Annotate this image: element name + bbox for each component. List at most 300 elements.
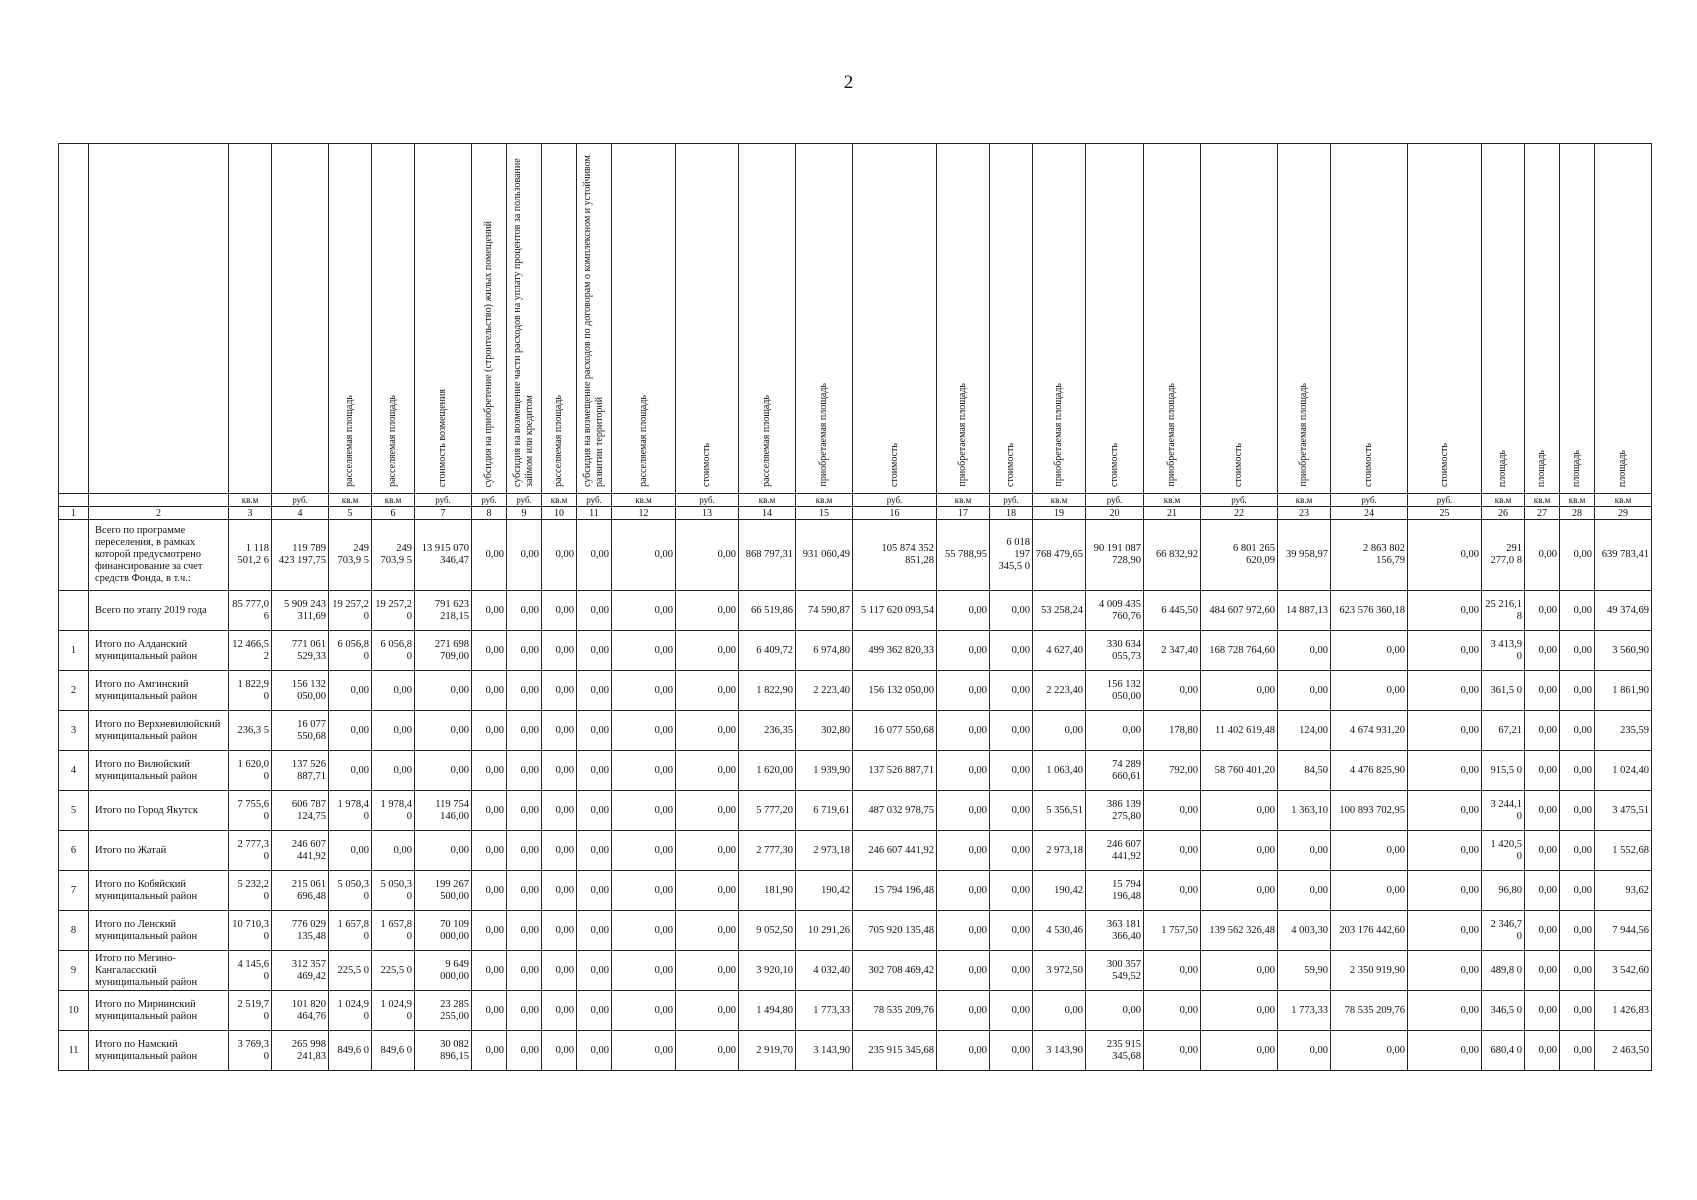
column-number-cell: 3: [229, 507, 272, 520]
value-cell: 291 277,0 8: [1482, 520, 1525, 591]
column-header: [415, 144, 472, 494]
value-cell: 0,00: [329, 751, 372, 791]
value-cell: 1 773,33: [1278, 991, 1331, 1031]
value-cell: 0,00: [612, 951, 676, 991]
table-row: [59, 751, 1652, 791]
column-number-cell: 26: [1482, 507, 1525, 520]
value-cell: 168 728 764,60: [1201, 631, 1278, 671]
column-number-cell: 18: [990, 507, 1033, 520]
value-cell: 0,00: [612, 591, 676, 631]
column-header-label: расселяемая площадь: [553, 395, 564, 487]
column-number-cell: 12: [612, 507, 676, 520]
value-cell: 2 863 802 156,79: [1331, 520, 1408, 591]
value-cell: 49 374,69: [1595, 591, 1652, 631]
column-number-cell: 5: [329, 507, 372, 520]
value-cell: 13 915 070 346,47: [415, 520, 472, 591]
value-cell: 3 542,60: [1595, 951, 1652, 991]
value-cell: 59,90: [1278, 951, 1331, 991]
value-cell: 2 223,40: [1033, 671, 1086, 711]
value-cell: 0,00: [990, 911, 1033, 951]
row-name-cell: Итого по Амгинский муниципальный район: [89, 671, 229, 711]
value-cell: 39 958,97: [1278, 520, 1331, 591]
value-cell: 1 620,00: [739, 751, 796, 791]
value-cell: 0,00: [472, 911, 507, 951]
value-cell: 1 822,9 0: [229, 671, 272, 711]
value-cell: 1 773,33: [796, 991, 853, 1031]
column-number-cell: 11: [577, 507, 612, 520]
value-cell: 3 769,3 0: [229, 1031, 272, 1071]
value-cell: 74 289 660,61: [1086, 751, 1144, 791]
value-cell: 249 703,9 5: [372, 520, 415, 591]
value-cell: 0,00: [507, 951, 542, 991]
row-number-cell: 4: [59, 751, 89, 791]
value-cell: 0,00: [1144, 871, 1201, 911]
value-cell: 0,00: [577, 831, 612, 871]
column-number-cell: 21: [1144, 507, 1201, 520]
value-cell: 5 777,20: [739, 791, 796, 831]
column-number-cell: 6: [372, 507, 415, 520]
column-header-label: стоимость: [888, 443, 900, 487]
column-header-label: площадь: [1617, 449, 1628, 487]
value-cell: 235 915 345,68: [1086, 1031, 1144, 1071]
value-cell: 0,00: [937, 831, 990, 871]
value-cell: 3 244,1 0: [1482, 791, 1525, 831]
value-cell: 0,00: [990, 591, 1033, 631]
value-cell: 5 356,51: [1033, 791, 1086, 831]
value-cell: 0,00: [1201, 991, 1278, 1031]
column-number-cell: 23: [1278, 507, 1331, 520]
value-cell: 246 607 441,92: [272, 831, 329, 871]
value-cell: 868 797,31: [739, 520, 796, 591]
value-cell: 0,00: [1144, 1031, 1201, 1071]
value-cell: 0,00: [542, 751, 577, 791]
value-cell: 0,00: [542, 911, 577, 951]
value-cell: 7 755,6 0: [229, 791, 272, 831]
row-name-cell: Итого по Ленский муниципальный район: [89, 911, 229, 951]
value-cell: 67,21: [1482, 711, 1525, 751]
value-cell: 0,00: [472, 991, 507, 1031]
unit-cell: [89, 494, 229, 507]
value-cell: 4 009 435 760,76: [1086, 591, 1144, 631]
value-cell: 100 893 702,95: [1331, 791, 1408, 831]
value-cell: 4 627,40: [1033, 631, 1086, 671]
value-cell: 0,00: [1278, 671, 1331, 711]
value-cell: 4 530,46: [1033, 911, 1086, 951]
column-header-label: субсидия на приобретение (строительство) жилых помещений: [483, 220, 494, 487]
value-cell: 0,00: [1560, 791, 1595, 831]
value-cell: 0,00: [612, 711, 676, 751]
column-header: [1144, 144, 1201, 494]
value-cell: 0,00: [542, 1031, 577, 1071]
value-cell: 0,00: [990, 951, 1033, 991]
value-cell: 0,00: [507, 591, 542, 631]
value-cell: 0,00: [1408, 631, 1482, 671]
value-cell: 10 291,26: [796, 911, 853, 951]
value-cell: 0,00: [1560, 951, 1595, 991]
value-cell: 0,00: [676, 591, 739, 631]
value-cell: 0,00: [612, 991, 676, 1031]
value-cell: 6 018 197 345,5 0: [990, 520, 1033, 591]
value-cell: 4 032,40: [796, 951, 853, 991]
value-cell: 16 077 550,68: [272, 711, 329, 751]
value-cell: 15 794 196,48: [853, 871, 937, 911]
unit-cell: кв.м: [739, 494, 796, 507]
value-cell: 0,00: [990, 671, 1033, 711]
value-cell: 78 535 209,76: [1331, 991, 1408, 1031]
unit-cell: руб.: [1331, 494, 1408, 507]
value-cell: 0,00: [415, 671, 472, 711]
value-cell: 6 056,8 0: [329, 631, 372, 671]
value-cell: 1 024,40: [1595, 751, 1652, 791]
value-cell: 0,00: [937, 751, 990, 791]
value-cell: 0,00: [937, 711, 990, 751]
value-cell: 0,00: [1525, 751, 1560, 791]
unit-cell: руб.: [676, 494, 739, 507]
value-cell: 3 475,51: [1595, 791, 1652, 831]
value-cell: 0,00: [612, 751, 676, 791]
value-cell: 0,00: [1560, 591, 1595, 631]
value-cell: 4 003,30: [1278, 911, 1331, 951]
table-row: [59, 791, 1652, 831]
value-cell: 0,00: [577, 871, 612, 911]
value-cell: 0,00: [372, 751, 415, 791]
column-number-cell: 10: [542, 507, 577, 520]
value-cell: 203 176 442,60: [1331, 911, 1408, 951]
value-cell: 4 145,6 0: [229, 951, 272, 991]
value-cell: 0,00: [577, 951, 612, 991]
value-cell: 0,00: [329, 831, 372, 871]
column-header-label: расселяемая площадь: [761, 395, 772, 487]
table-row: [59, 831, 1652, 871]
column-header-label: расселяемая площадь: [637, 395, 649, 487]
unit-cell: кв.м: [229, 494, 272, 507]
value-cell: 639 783,41: [1595, 520, 1652, 591]
value-cell: 0,00: [676, 951, 739, 991]
value-cell: 346,5 0: [1482, 991, 1525, 1031]
value-cell: 0,00: [1408, 951, 1482, 991]
value-cell: 2 919,70: [739, 1031, 796, 1071]
value-cell: 0,00: [542, 951, 577, 991]
unit-cell: руб.: [472, 494, 507, 507]
table-row: [59, 671, 1652, 711]
value-cell: 771 061 529,33: [272, 631, 329, 671]
value-cell: 623 576 360,18: [1331, 591, 1408, 631]
value-cell: 5 117 620 093,54: [853, 591, 937, 631]
value-cell: 489,8 0: [1482, 951, 1525, 991]
value-cell: 0,00: [472, 1031, 507, 1071]
column-header: [372, 144, 415, 494]
value-cell: 0,00: [1278, 631, 1331, 671]
value-cell: 0,00: [1086, 711, 1144, 751]
value-cell: 2 973,18: [1033, 831, 1086, 871]
value-cell: 4 674 931,20: [1331, 711, 1408, 751]
value-cell: 6 974,80: [796, 631, 853, 671]
value-cell: 0,00: [1408, 1031, 1482, 1071]
value-cell: 84,50: [1278, 751, 1331, 791]
row-number-cell: 3: [59, 711, 89, 751]
value-cell: 0,00: [329, 671, 372, 711]
value-cell: 5 050,3 0: [372, 871, 415, 911]
value-cell: 0,00: [1408, 871, 1482, 911]
column-header-label: стоимость: [1363, 443, 1374, 487]
value-cell: 0,00: [1525, 991, 1560, 1031]
value-cell: 1 657,8 0: [329, 911, 372, 951]
row-name-cell: Всего по программе переселения, в рамках которой предусмотрено финансирование за счет средств Фонда, в т.ч.:: [89, 520, 229, 591]
column-number-cell: 20: [1086, 507, 1144, 520]
value-cell: 9 052,50: [739, 911, 796, 951]
value-cell: 0,00: [415, 831, 472, 871]
value-cell: 12 466,5 2: [229, 631, 272, 671]
value-cell: 199 267 500,00: [415, 871, 472, 911]
value-cell: 0,00: [542, 671, 577, 711]
value-cell: 225,5 0: [329, 951, 372, 991]
value-cell: 0,00: [542, 520, 577, 591]
column-number-cell: 22: [1201, 507, 1278, 520]
value-cell: 0,00: [1201, 831, 1278, 871]
program-table: [58, 143, 1652, 1071]
value-cell: 0,00: [1525, 591, 1560, 631]
value-cell: 225,5 0: [372, 951, 415, 991]
value-cell: 0,00: [507, 751, 542, 791]
unit-cell: руб.: [577, 494, 612, 507]
value-cell: 0,00: [612, 631, 676, 671]
value-cell: 0,00: [1525, 791, 1560, 831]
column-header-label: стоимость: [1233, 443, 1244, 487]
value-cell: 1 757,50: [1144, 911, 1201, 951]
value-cell: 776 029 135,48: [272, 911, 329, 951]
value-cell: 791 623 218,15: [415, 591, 472, 631]
column-header: [1560, 144, 1595, 494]
value-cell: 2 347,40: [1144, 631, 1201, 671]
unit-cell: руб.: [1086, 494, 1144, 507]
value-cell: 302 708 469,42: [853, 951, 937, 991]
value-cell: 0,00: [472, 520, 507, 591]
value-cell: 236,35: [739, 711, 796, 751]
column-header: [739, 144, 796, 494]
row-number-cell: 8: [59, 911, 89, 951]
value-cell: 0,00: [612, 791, 676, 831]
value-cell: 0,00: [507, 520, 542, 591]
value-cell: 0,00: [577, 911, 612, 951]
column-header-label: стоимость возмещения: [437, 388, 448, 487]
column-header: [577, 144, 612, 494]
column-header: [1201, 144, 1278, 494]
value-cell: 0,00: [676, 911, 739, 951]
value-cell: 0,00: [472, 951, 507, 991]
value-cell: 4 476 825,90: [1331, 751, 1408, 791]
row-number-cell: 2: [59, 671, 89, 711]
column-header-label: площадь: [1536, 449, 1547, 487]
value-cell: 6 409,72: [739, 631, 796, 671]
value-cell: 931 060,49: [796, 520, 853, 591]
value-cell: 0,00: [1560, 871, 1595, 911]
value-cell: 915,5 0: [1482, 751, 1525, 791]
value-cell: 0,00: [1525, 711, 1560, 751]
value-cell: 30 082 896,15: [415, 1031, 472, 1071]
value-cell: 0,00: [1560, 911, 1595, 951]
value-cell: 0,00: [507, 871, 542, 911]
column-header: [229, 144, 272, 494]
value-cell: 0,00: [372, 831, 415, 871]
unit-cell: кв.м: [1033, 494, 1086, 507]
value-cell: 246 607 441,92: [853, 831, 937, 871]
value-cell: 0,00: [577, 991, 612, 1031]
value-cell: 0,00: [676, 831, 739, 871]
column-header-label: площадь: [1571, 449, 1582, 487]
unit-cell: кв.м: [1482, 494, 1525, 507]
value-cell: 0,00: [577, 591, 612, 631]
value-cell: 23 285 255,00: [415, 991, 472, 1031]
value-cell: 2 777,30: [739, 831, 796, 871]
value-cell: 1 494,80: [739, 991, 796, 1031]
value-cell: 0,00: [1331, 871, 1408, 911]
value-cell: 487 032 978,75: [853, 791, 937, 831]
unit-cell: руб.: [1201, 494, 1278, 507]
value-cell: 15 794 196,48: [1086, 871, 1144, 911]
value-cell: 0,00: [990, 831, 1033, 871]
value-cell: 0,00: [1560, 831, 1595, 871]
value-cell: 6 719,61: [796, 791, 853, 831]
value-cell: 6 801 265 620,09: [1201, 520, 1278, 591]
value-cell: 3 560,90: [1595, 631, 1652, 671]
column-number-cell: 28: [1560, 507, 1595, 520]
value-cell: 2 777,3 0: [229, 831, 272, 871]
value-cell: 0,00: [542, 991, 577, 1031]
value-cell: 235,59: [1595, 711, 1652, 751]
value-cell: 0,00: [1408, 711, 1482, 751]
value-cell: 302,80: [796, 711, 853, 751]
column-header-label: стоимость: [1438, 443, 1450, 487]
value-cell: 0,00: [676, 871, 739, 911]
value-cell: 0,00: [990, 711, 1033, 751]
value-cell: 19 257,2 0: [329, 591, 372, 631]
column-header-label: расселяемая площадь: [344, 395, 355, 487]
column-header-label: стоимость: [701, 443, 712, 487]
column-number-cell: 25: [1408, 507, 1482, 520]
row-name-cell: Итого по Город Якутск: [89, 791, 229, 831]
page-number: 2: [843, 72, 854, 93]
row-number-cell: [59, 520, 89, 591]
row-number-cell: 7: [59, 871, 89, 911]
value-cell: 0,00: [1408, 751, 1482, 791]
row-number-cell: 11: [59, 1031, 89, 1071]
value-cell: 0,00: [676, 520, 739, 591]
row-name-cell: Итого по Вилюйский муниципальный район: [89, 751, 229, 791]
column-header: [1595, 144, 1652, 494]
value-cell: 178,80: [1144, 711, 1201, 751]
value-cell: 0,00: [1560, 991, 1595, 1031]
value-cell: 190,42: [796, 871, 853, 911]
column-number-cell: 9: [507, 507, 542, 520]
value-cell: 0,00: [1560, 711, 1595, 751]
value-cell: 484 607 972,60: [1201, 591, 1278, 631]
value-cell: 0,00: [415, 711, 472, 751]
unit-cell: руб.: [990, 494, 1033, 507]
header-row: [59, 144, 1652, 494]
value-cell: 0,00: [990, 1031, 1033, 1071]
value-cell: 1 978,4 0: [329, 791, 372, 831]
value-cell: 124,00: [1278, 711, 1331, 751]
value-cell: 705 920 135,48: [853, 911, 937, 951]
value-cell: 190,42: [1033, 871, 1086, 911]
unit-cell: кв.м: [329, 494, 372, 507]
unit-cell: руб.: [272, 494, 329, 507]
column-header-label: расселяемая площадь: [387, 395, 398, 487]
unit-cell: кв.м: [937, 494, 990, 507]
value-cell: 0,00: [937, 911, 990, 951]
value-cell: 330 634 055,73: [1086, 631, 1144, 671]
value-cell: 137 526 887,71: [272, 751, 329, 791]
row-name-cell: Итого по Верхневилюйский муниципальный район: [89, 711, 229, 751]
value-cell: 19 257,2 0: [372, 591, 415, 631]
value-cell: 0,00: [472, 831, 507, 871]
value-cell: 0,00: [1408, 520, 1482, 591]
value-cell: 6 056,8 0: [372, 631, 415, 671]
value-cell: 0,00: [542, 871, 577, 911]
column-header: [1331, 144, 1408, 494]
value-cell: 3 920,10: [739, 951, 796, 991]
value-cell: 93,62: [1595, 871, 1652, 911]
row-name-cell: Итого по Жатай: [89, 831, 229, 871]
value-cell: 0,00: [990, 991, 1033, 1031]
row-number-cell: 1: [59, 631, 89, 671]
value-cell: 0,00: [1560, 631, 1595, 671]
value-cell: 1 939,90: [796, 751, 853, 791]
value-cell: 0,00: [507, 711, 542, 751]
value-cell: 0,00: [472, 791, 507, 831]
value-cell: 246 607 441,92: [1086, 831, 1144, 871]
value-cell: 0,00: [676, 1031, 739, 1071]
column-number-cell: 13: [676, 507, 739, 520]
value-cell: 74 590,87: [796, 591, 853, 631]
value-cell: 235 915 345,68: [853, 1031, 937, 1071]
value-cell: 156 132 050,00: [1086, 671, 1144, 711]
column-header: [1278, 144, 1331, 494]
table-row: [59, 1031, 1652, 1071]
row-name-cell: Итого по Кобяйский муниципальный район: [89, 871, 229, 911]
column-header: [1525, 144, 1560, 494]
row-number-cell: 6: [59, 831, 89, 871]
column-header: [1033, 144, 1086, 494]
value-cell: 101 820 464,76: [272, 991, 329, 1031]
value-cell: 0,00: [612, 911, 676, 951]
value-cell: 1 024,9 0: [329, 991, 372, 1031]
value-cell: 0,00: [329, 711, 372, 751]
value-cell: 0,00: [507, 1031, 542, 1071]
value-cell: 0,00: [990, 791, 1033, 831]
value-cell: 0,00: [612, 671, 676, 711]
row-number-cell: 10: [59, 991, 89, 1031]
value-cell: 680,4 0: [1482, 1031, 1525, 1071]
column-header: [89, 144, 229, 494]
value-cell: 1 978,4 0: [372, 791, 415, 831]
value-cell: 265 998 241,83: [272, 1031, 329, 1071]
column-number-cell: 14: [739, 507, 796, 520]
value-cell: 0,00: [1278, 871, 1331, 911]
value-cell: 0,00: [1525, 871, 1560, 911]
value-cell: 53 258,24: [1033, 591, 1086, 631]
value-cell: 0,00: [1033, 991, 1086, 1031]
value-cell: 0,00: [542, 711, 577, 751]
column-header: [612, 144, 676, 494]
unit-cell: кв.м: [372, 494, 415, 507]
value-cell: 0,00: [676, 631, 739, 671]
value-cell: 0,00: [1525, 831, 1560, 871]
value-cell: 300 357 549,52: [1086, 951, 1144, 991]
value-cell: 5 050,3 0: [329, 871, 372, 911]
value-cell: 11 402 619,48: [1201, 711, 1278, 751]
table-row: [59, 991, 1652, 1031]
